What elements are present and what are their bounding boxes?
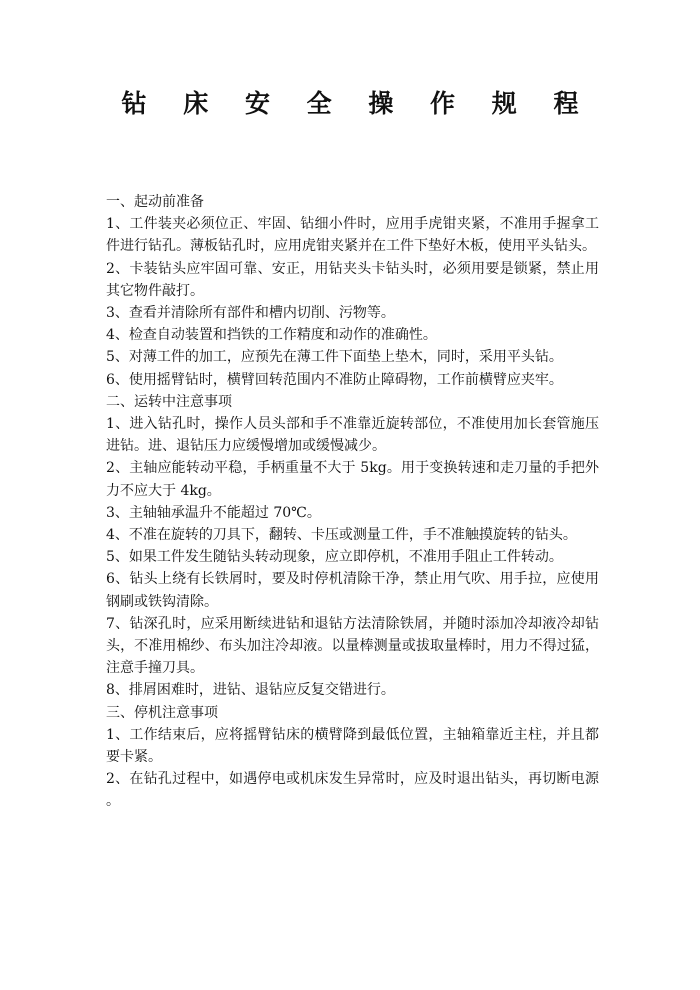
list-item: 2、在钻孔过程中，如遇停电或机床发生异常时，应及时退出钻头，再切断电源。 <box>106 771 599 810</box>
list-item: 4、不准在旋转的刀具下，翻转、卡压或测量工件，手不准触摸旋转的钻头。 <box>106 527 577 544</box>
section-heading: 二、运转中注意事项 <box>106 393 232 410</box>
list-item: 1、工件装夹必须位正、牢固、钻细小件时，应用手虎钳夹紧，不准用手握拿工件进行钻孔。薄板钻孔时，应用虎钳夹紧并在工件下垫好木板，使用平头钻头。 <box>106 216 599 255</box>
section-shutdown <box>106 702 599 813</box>
section-before-start <box>106 191 599 391</box>
list-item: 2、卡装钻头应牢固可靠、安正，用钻夹头卡钻头时，必须用要是锁紧，禁止用其它物件敲打。 <box>106 260 599 299</box>
list-item: 5、对薄工件的加工，应预先在薄工件下面垫上垫木，同时，采用平头钻。 <box>106 349 563 366</box>
list-item: 3、查看并清除所有部件和槽内切削、污物等。 <box>106 305 395 322</box>
list-item: 6、使用摇臂钻时，横臂回转范围内不准防止障碍物，工作前横臂应夹牢。 <box>106 371 563 388</box>
document-body <box>106 191 599 813</box>
list-item: 8、排屑困难时，进钻、退钻应反复交错进行。 <box>106 682 395 699</box>
list-item: 4、检查自动装置和挡铁的工作精度和动作的准确性。 <box>106 327 437 344</box>
list-item: 6、钻头上绕有长铁屑时，要及时停机清除干净，禁止用气吹、用手拉，应使用钢刷或铁钩清除。 <box>106 571 599 610</box>
section-during-operation <box>106 391 599 702</box>
list-item: 7、钻深孔时，应采用断续进钻和退钻方法清除铁屑，并随时添加冷却液冷却钻头，不准用棉纱、布头加注冷却液。以量棒测量或拔取量棒时，用力不得过猛，注意手撞刀具。 <box>106 615 599 677</box>
section-heading: 三、停机注意事项 <box>106 704 218 721</box>
list-item: 1、进入钻孔时，操作人员头部和手不准靠近旋转部位，不准使用加长套管施压进钻。进、退钻压力应缓慢增加或缓慢减少。 <box>106 416 599 455</box>
list-item: 5、如果工件发生随钻头转动现象，应立即停机，不准用手阻止工件转动。 <box>106 549 563 566</box>
list-item: 3、主轴轴承温升不能超过 70℃。 <box>106 504 321 521</box>
document-title: 钻 床 安 全 操 作 规 程 <box>121 89 593 118</box>
list-item: 2、主轴应能转动平稳，手柄重量不大于 5kg。用于变换转速和走刀量的手把外力不应大于 4kg。 <box>106 460 599 499</box>
section-heading: 一、起动前准备 <box>106 194 204 210</box>
list-item: 1、工作结束后，应将摇臂钻床的横臂降到最低位置，主轴箱靠近主柱，并且都要卡紧。 <box>106 726 599 766</box>
